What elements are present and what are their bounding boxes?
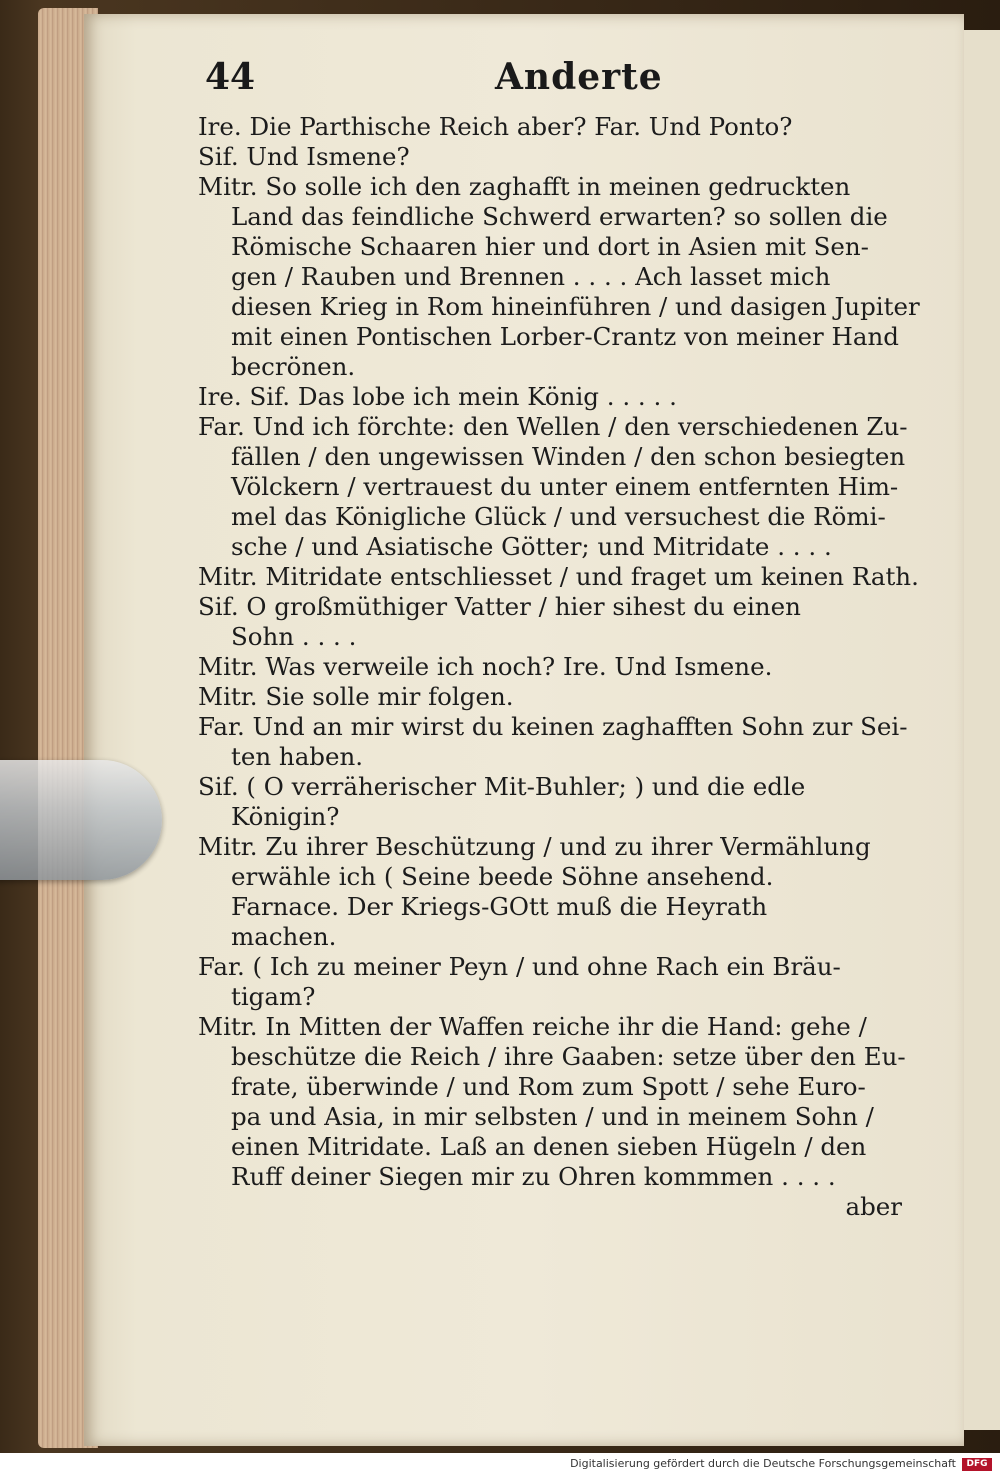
text-line: erwähle ich ( Seine beede Söhne ansehend. [231,862,774,891]
text-line: Far. ( Ich zu meiner Peyn / und ohne Rach ein Bräu- [198,952,841,981]
text-line: Sohn . . . . [231,622,357,651]
text-line: gen / Rauben und Brennen . . . . Ach lasset mich [231,262,831,291]
text-line: frate, überwinde / und Rom zum Spott / sehe Euro- [231,1072,866,1101]
text-line: becrönen. [231,352,356,381]
footer-credit: Digitalisierung gefördert durch die Deutsche Forschungsgemeinschaft [570,1457,956,1470]
text-line: pa und Asia, in mir selbsten / und in meinem Sohn / [231,1102,874,1131]
page-header [205,56,925,106]
dfg-logo: DFG [962,1458,992,1471]
text-line: tigam? [231,982,316,1011]
facing-page-edge [964,30,1000,1430]
text-line: Land das feindliche Schwerd erwarten? so sollen die [231,202,888,231]
running-head: Anderte [495,56,663,98]
text-line: Mitr. Zu ihrer Beschützung / und zu ihrer Vermählung [198,832,871,861]
text-line: Völckern / vertrauest du unter einem entfernten Him- [231,472,899,501]
text-line: Sif. Und Ismene? [198,142,410,171]
text-line: fällen / den ungewissen Winden / den schon besiegten [231,442,906,471]
text-body [198,112,920,1222]
text-line: Königin? [231,802,340,831]
text-line: sche / und Asiatische Götter; und Mitridate . . . . [231,532,832,561]
text-line: Mitr. Mitridate entschliesset / und fraget um keinen Rath. [198,562,919,591]
text-line: Farnace. Der Kriegs-GOtt muß die Heyrath [231,892,768,921]
text-line: Ruff deiner Siegen mir zu Ohren kommmen . . . . [231,1162,836,1191]
footer-bar [0,1453,1000,1477]
text-line: Mitr. Sie solle mir folgen. [198,682,514,711]
text-line: diesen Krieg in Rom hineinführen / und dasigen Jupiter [231,292,920,321]
text-line: ten haben. [231,742,364,771]
text-line: machen. [231,922,337,951]
text-line: mit einen Pontischen Lorber-Crantz von meiner Hand [231,322,899,351]
text-line: Ire. Sif. Das lobe ich mein König . . . . . [198,382,677,411]
text-line: Far. Und an mir wirst du keinen zaghafften Sohn zur Sei- [198,712,908,741]
text-line: einen Mitridate. Laß an denen sieben Hügeln / den [231,1132,867,1161]
text-line: Ire. Die Parthische Reich aber? Far. Und Ponto? [198,112,793,141]
text-line: Sif. ( O verräherischer Mit-Buhler; ) und die edle [198,772,806,801]
page-number: 44 [205,56,256,98]
text-line: Römische Schaaren hier und dort in Asien mit Sen- [231,232,869,261]
catchword: aber [845,1192,902,1221]
text-line: Mitr. Was verweile ich noch? Ire. Und Ismene. [198,652,773,681]
text-line: Mitr. So solle ich den zaghafft in meinen gedruckten [198,172,851,201]
text-line: beschütze die Reich / ihre Gaaben: setze über den Eu- [231,1042,906,1071]
text-line: Mitr. In Mitten der Waffen reiche ihr die Hand: gehe / [198,1012,867,1041]
text-line: Far. Und ich förchte: den Wellen / den verschiedenen Zu- [198,412,908,441]
text-line: mel das Königliche Glück / und versuchest die Römi- [231,502,886,531]
scanner-thumb-clip [0,760,162,880]
text-line: Sif. O großmüthiger Vatter / hier sihest du einen [198,592,801,621]
